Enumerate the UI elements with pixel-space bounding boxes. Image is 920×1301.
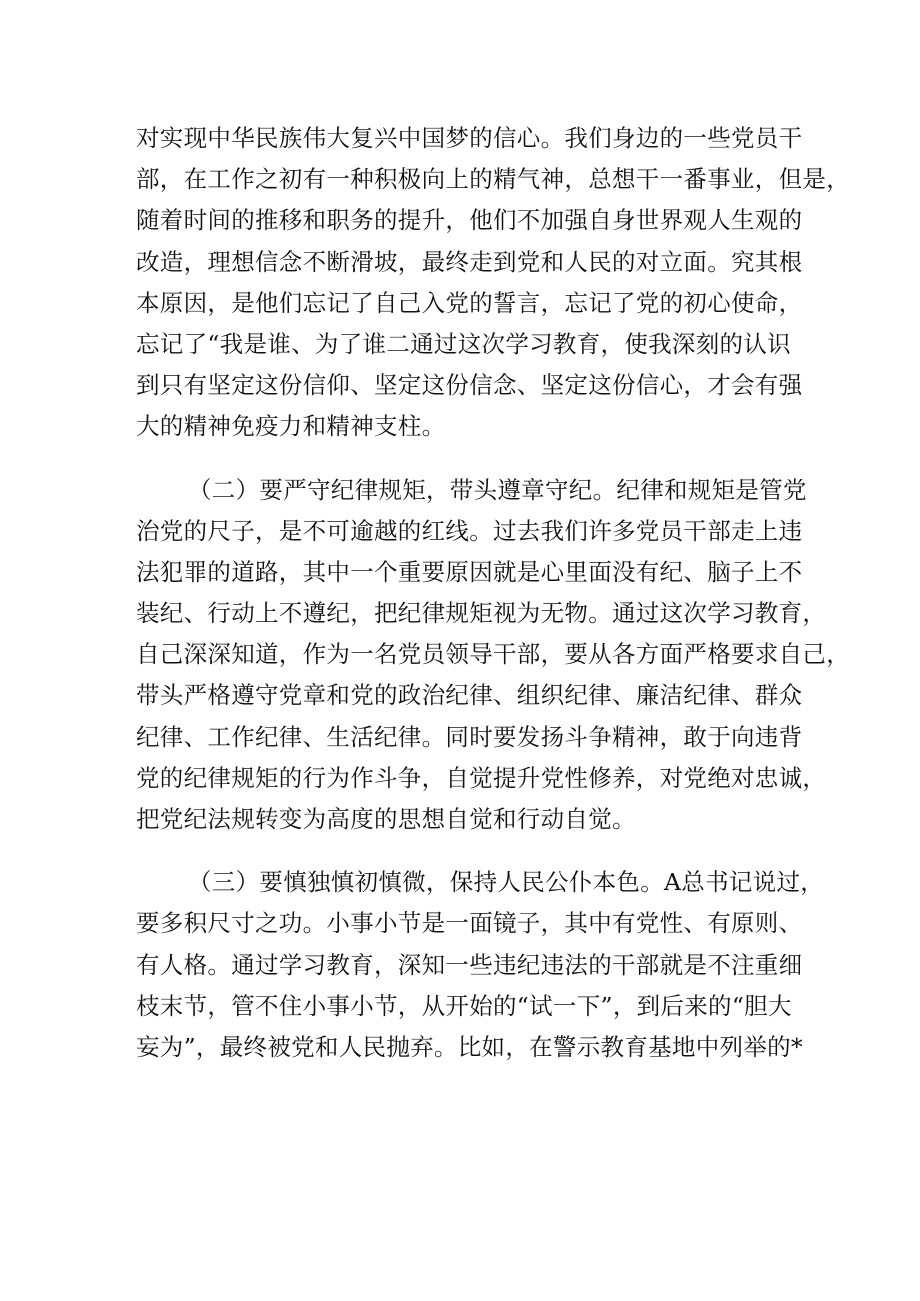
- text-line: 党的纪律规矩的行为作斗争，自觉提升党性修养，对党绝对忠诚，: [136, 763, 827, 792]
- text-line: 到只有坚定这份信仰、坚定这份信念、坚定这份信心，才会有强: [136, 371, 803, 400]
- text-line: 改造，理想信念不断滑坡，最终走到党和人民的对立面。究其根: [136, 247, 803, 276]
- text-line: 纪律、工作纪律、生活纪律。同时要发扬斗争精神，敢于向违背: [136, 722, 803, 751]
- paragraph-2: [136, 470, 850, 841]
- text-line: （三）要慎独慎初慎微，保持人民公仆本色。A总书记说过，: [188, 868, 825, 897]
- paragraph-3: [136, 862, 825, 1068]
- text-line: 枝末节，管不住小事小节，从开始的“试一下”，到后来的“胆大: [136, 991, 792, 1020]
- text-line: 本原因，是他们忘记了自己入党的誓言，忘记了党的初心使命，: [136, 288, 803, 317]
- text-line: 法犯罪的道路，其中一个重要原因就是心里面没有纪、脑子上不: [136, 557, 803, 586]
- text-line: 忘记了“我是谁、为了谁二通过这次学习教育，使我深刻的认识: [136, 329, 791, 358]
- text-line: 部，在工作之初有一种积极向上的精气神，总想干一番事业，但是，: [136, 165, 850, 194]
- text-line: 带头严格遵守党章和党的政治纪律、组织纪律、廉洁纪律、群众: [136, 681, 803, 710]
- text-line: 有人格。通过学习教育，深知一些违纪违法的干部就是不注重细: [136, 950, 803, 979]
- text-line: 自己深深知道，作为一名党员领导干部，要从各方面严格要求自己，: [136, 640, 850, 669]
- text-line: 把党纪法规转变为高度的思想自觉和行动自觉。: [136, 805, 636, 833]
- text-line: 大的精神免疫力和精神支柱。: [136, 412, 446, 441]
- text-line: 妄为”，最终被党和人民抛弃。比如，在警示教育基地中列举的*: [136, 1032, 803, 1061]
- text-line: 要多积尺寸之功。小事小节是一面镜子，其中有党性、有原则、: [136, 909, 803, 938]
- text-line: 对实现中华民族伟大复兴中国梦的信心。我们身边的一些党员干: [136, 124, 803, 152]
- paragraph-1: [136, 118, 850, 448]
- text-line: 治党的尺子，是不可逾越的红线。过去我们许多党员干部走上违: [136, 516, 803, 545]
- document-body: [136, 118, 850, 1068]
- text-line: 装纪、行动上不遵纪，把纪律规矩视为无物。通过这次学习教育，: [136, 599, 827, 628]
- text-line: （二）要严守纪律规矩，带头遵章守纪。纪律和规矩是管党: [188, 475, 807, 504]
- text-line: 随着时间的推移和职务的提升，他们不加强自身世界观人生观的: [136, 206, 803, 235]
